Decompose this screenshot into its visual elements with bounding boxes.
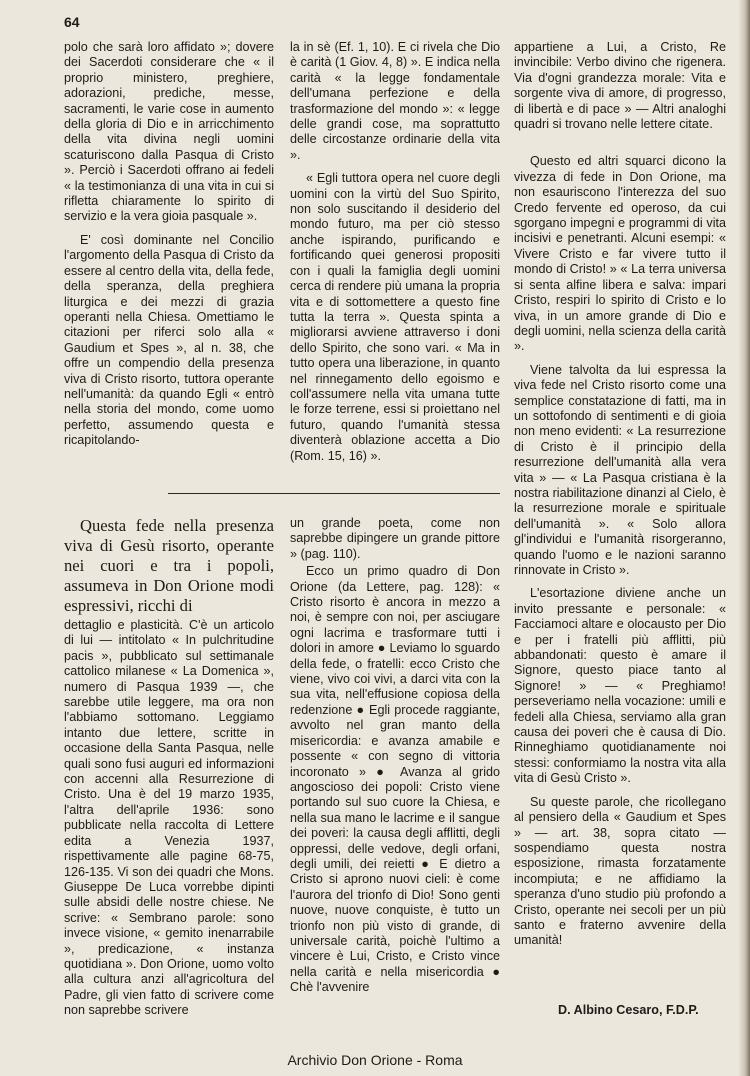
lead-paragraph: Questa fede nella presenza viva di Gesù risorto, operante nei cuori e tra i popoli, assumeva in Don Orione modi espressivi, ricchi di [64,516,274,615]
paragraph: Ecco un primo quadro di Don Orione (da Lettere, pag. 128): « Cristo risorto è ancora in mezzo a noi, è sempre con noi, per asciugare ogni lacrima e trasformare tutti i dolori in amore ● Leviamo lo sguardo della fede, o fratelli: ecco Cristo che viene, vivo coi vivi, a darci vita con la sua vita, nell'effusione copiosa della redenzione ● Egli procede raggiante, avvolto nel gran manto della misericordia: e avanza amabile e possente « con segno di vittoria incoronato » ● Avanza al grido angoscioso dei popoli: Cristo viene portando sul suo cuore la Chiesa, e nella sua mano le lacrime e il sangue dei poveri: la causa degli afflitti, degli oppressi, delle vedove, degli orfani, degli umili, dei reietti ● E dietro a Cristo si aprono nuovi cieli: è come l'aurora del trionfo di Dio! Sono genti nuove, nuove conquiste, è tutto un trionfo non più visto di grande, di universale carità, poichè l'ultimo a vincere è Lui, Cristo, e Cristo vince nella carità e nella misericordia ● Chè l'avvenire [290,564,500,995]
column-2-bottom [290,516,500,996]
author-signature: D. Albino Cesaro, F.D.P. [558,1003,699,1017]
paragraph: Viene talvolta da lui espressa la viva fede nel Cristo risorto come una semplice constatazione di fatti, ma in un sottofondo di sentimenti e di gioia non meno evidenti: « La resurrezione di Cristo è il principio della resurrezione dell'umanità alla vera vita » — « La Pasqua cristiana è la nostra riabilitazione dinanzi al Cielo, è la resurrezione morale e spirituale dell'umanità ». « Solo allora gl'individui e l'umanità risorgeranno, quando l'uomo e le nazioni saranno rinnovate in Cristo ». [514,362,726,577]
paragraph: « Egli tuttora opera nel cuore degli uomini con la virtù del Suo Spirito, non solo suscitando il desiderio del mondo futuro, ma per ciò stesso anche ispirando, purificando e fortificando quei generosi propositi con i quali la famiglia degli uomini cerca di rendere più umana la propria vita e di sottomettere a questo fine tutta la terra ». Questa spinta a migliorarsi avviene attraverso i doni dello Spirito, che sono vari. « Ma in tutto opera una liberazione, in quanto nel rinnegamento dello egoismo e coll'assumere nella vita umana tutte le forze terrene, essi si proiettano nel futuro, quando l'umanità stessa diventerà oblazione accetta a Dio (Rom. 15, 16) ». [290,171,500,463]
paragraph: Su queste parole, che ricollegano al pensiero della « Gaudium et Spes » — art. 38, sopra citato — sospendiamo questa nostra esposizione, rimasta forzatamente incompiuta; e ne affidiamo la speranza d'uno studio più profondo a Cristo, operante nei secoli per un più santo e fraterno avvenire della umanità! [514,794,726,948]
archive-footer: Archivio Don Orione - Roma [287,1052,463,1068]
column-1-bottom [64,516,274,1019]
paragraph: appartiene a Lui, a Cristo, Re invincibile: Verbo divino che rigenera. Via d'ogni grandezza morale: Vita e sorgente viva di amore, di progresso, di libertà e di pace » — Altri analoghi quadri si trovano nelle lettere citate. [514,40,726,132]
column-3 [514,40,726,949]
column-2-top [290,40,500,464]
paragraph: dettaglio e plasticità. C'è un articolo di lui — intitolato « In pulchritudine pacis », pubblicato sul settimanale cattolico milanese « La Domenica », numero di Pasqua 1939 —, che sarebbe utile leggere, ma ora non l'abbiamo sottomano. Leggiamo intanto due lettere, scritte in occasione della Santa Pasqua, nelle quali sono fusi auguri ed informazioni con accenni alla Resurrezione di Cristo. Una è del 19 marzo 1935, l'altra dell'aprile 1936: sono pubblicate nella raccolta di Lettere edita a Venezia 1937, rispettivamente alle pagine 68-75, 126-135. Vi son dei quadri che Mons. Giuseppe De Luca vorrebbe dipinti sulle absidi delle nostre chiese. Ne scrive: « Sembrano parole: sono invece visione, « gemito inenarrabile », predicazione, « instanza quotidiana ». Don Orione, uomo volto alla cultura anzi all'agricoltura del Padre, gli vien fatto di scrivere come non saprebbe scrivere [64,618,274,1018]
page-number: 64 [64,14,80,30]
paragraph: polo che sarà loro affidato »; dovere dei Sacerdoti considerare che « il proprio ministero, preghiere, adorazioni, prediche, messe, sacramenti, le varie cose in aumento della gloria di Dio e in arricchimento della vita divina negli uomini scaturiscono dalla Pasqua di Cristo ». Perciò i Sacerdoti offrano ai fedeli « la testimonianza di una vita in cui si rifletta chiaramente lo spirito di servizio e la vera gioia pasquale ». [64,40,274,224]
paragraph: L'esortazione diviene anche un invito pressante e personale: « Facciamoci altare e olocausto per Dio e per i fratelli più afflitti, più abbandonati: questo è amare il Signore, questo piace tanto al Signore! » — « Preghiamo! perseveriamo nella vocazione: umili e fedeli alla Chiesa, serviamo alla gran causa dei poveri che è causa di Dio. Rinneghiamo quotidianamente noi stessi: conformiamo la nostra vita alla vita di Gesù Cristo ». [514,586,726,786]
section-divider [168,493,500,494]
paragraph: Questo ed altri squarci dicono la vivezza di fede in Don Orione, ma non esauriscono l'interezza del suo Credo fervente ed operoso, da cui sgorgano impegni e programmi di vita incisivi e penetranti. Alcuni esempi: « Vivere Cristo e far vivere tutto il mondo di Cristo! » « La terra universa si senta alfine libera e salva: impari Cristo, respiri lo spirito di Cristo e lo viva, in un amore grande di Dio e degli uomini, nella scienza della carità ». [514,154,726,354]
paragraph: un grande poeta, come non saprebbe dipingere un grande pittore » (pag. 110). [290,516,500,561]
page-edge-shadow [738,0,750,1076]
column-1-top [64,40,274,449]
paragraph: E' così dominante nel Concilio l'argomento della Pasqua di Cristo da essere al centro della vita, della fede, della speranza, della preghiera liturgica e dei mezzi di grazia operanti nella Chiesa. Omettiamo le citazioni per riferci solo alla « Gaudium et Spes », al n. 38, che offre un compendio della presenza viva di Cristo risorto, tuttora operante nell'umanità: da quando Egli « entrò nella storia del mondo, come uomo perfetto, assumendo questa e ricapitolando- [64,232,274,448]
paragraph: la in sè (Ef. 1, 10). E ci rivela che Dio è carità (1 Giov. 4, 8) ». E indica nella carità « la legge fondamentale dell'umana perfezione e della trasformazione del mondo »: « legge delle grandi cose, ma soprattutto delle circostanze ordinarie della vita ». [290,40,500,162]
